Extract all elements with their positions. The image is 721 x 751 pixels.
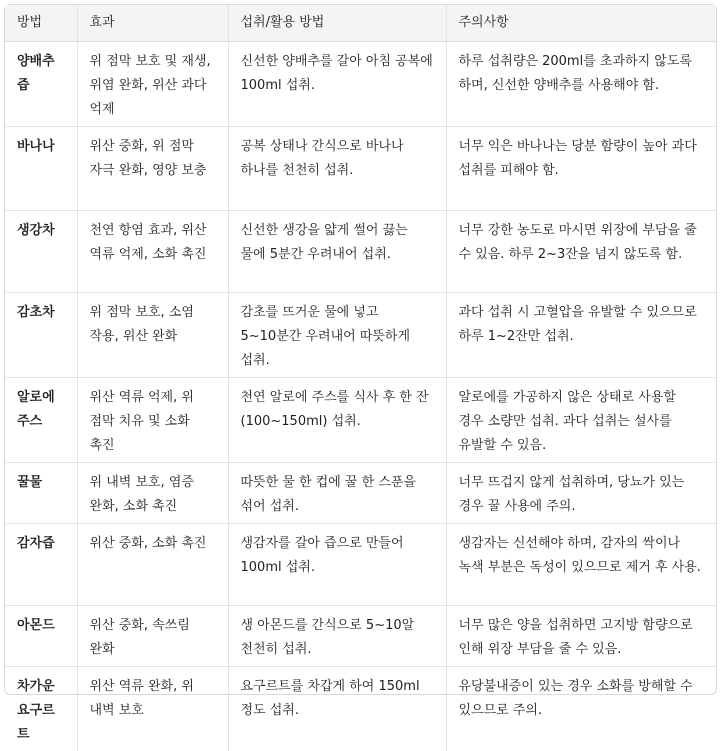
method-cell: 꿀물	[5, 463, 77, 524]
usage-cell: 신선한 양배추를 갈아 아침 공복에 100ml 섭취.	[228, 42, 446, 127]
usage-cell: 요구르트를 차갑게 하여 150ml 정도 섭취.	[228, 667, 446, 751]
table-row	[5, 463, 716, 524]
method-cell: 알로에 주스	[5, 378, 77, 463]
method-cell: 양배추즙	[5, 42, 77, 127]
table-row	[5, 606, 716, 667]
effect-cell: 위 점막 보호 및 재생, 위염 완화, 위산 과다 억제	[77, 42, 228, 127]
header-caution: 주의사항	[446, 5, 716, 42]
method-cell: 감자즙	[5, 524, 77, 606]
table-header-row	[5, 5, 716, 42]
caution-cell: 유당불내증이 있는 경우 소화를 방해할 수 있으므로 주의.	[446, 667, 716, 751]
usage-cell: 생 아몬드를 간식으로 5~10알 천천히 섭취.	[228, 606, 446, 667]
caution-cell: 너무 익은 바나나는 당분 함량이 높아 과다 섭취를 피해야 함.	[446, 127, 716, 211]
table-row	[5, 293, 716, 378]
method-cell: 차가운 요구르트	[5, 667, 77, 751]
caution-cell: 너무 많은 양을 섭취하면 고지방 함량으로 인해 위장 부담을 줄 수 있음.	[446, 606, 716, 667]
effect-cell: 위산 역류 억제, 위 점막 치유 및 소화 촉진	[77, 378, 228, 463]
header-method: 방법	[5, 5, 77, 42]
effect-cell: 위산 중화, 소화 촉진	[77, 524, 228, 606]
table-row	[5, 378, 716, 463]
effect-cell: 위산 역류 완화, 위 내벽 보호	[77, 667, 228, 751]
method-cell: 생강차	[5, 211, 77, 293]
remedy-table	[5, 5, 716, 751]
usage-cell: 따뜻한 물 한 컵에 꿀 한 스푼을 섞어 섭취.	[228, 463, 446, 524]
remedy-table-container	[4, 4, 717, 695]
table-row	[5, 524, 716, 606]
table-row	[5, 42, 716, 127]
caution-cell: 너무 강한 농도로 마시면 위장에 부담을 줄 수 있음. 하루 2~3잔을 넘지 않도록 함.	[446, 211, 716, 293]
usage-cell: 공복 상태나 간식으로 바나나 하나를 천천히 섭취.	[228, 127, 446, 211]
effect-cell: 위 내벽 보호, 염증 완화, 소화 촉진	[77, 463, 228, 524]
method-cell: 감초차	[5, 293, 77, 378]
method-cell: 바나나	[5, 127, 77, 211]
caution-cell: 과다 섭취 시 고혈압을 유발할 수 있으므로 하루 1~2잔만 섭취.	[446, 293, 716, 378]
usage-cell: 신선한 생강을 얇게 썰어 끓는 물에 5분간 우려내어 섭취.	[228, 211, 446, 293]
usage-cell: 생감자를 갈아 즙으로 만들어 100ml 섭취.	[228, 524, 446, 606]
usage-cell: 감초를 뜨거운 물에 넣고 5~10분간 우려내어 따뜻하게 섭취.	[228, 293, 446, 378]
usage-cell: 천연 알로에 주스를 식사 후 한 잔(100~150ml) 섭취.	[228, 378, 446, 463]
table-row	[5, 127, 716, 211]
caution-cell: 하루 섭취량은 200ml를 초과하지 않도록 하며, 신선한 양배추를 사용해야 함.	[446, 42, 716, 127]
caution-cell: 생감자는 신선해야 하며, 감자의 싹이나 녹색 부분은 독성이 있으므로 제거 후 사용.	[446, 524, 716, 606]
caution-cell: 알로에를 가공하지 않은 상태로 사용할 경우 소량만 섭취. 과다 섭취는 설사를 유발할 수 있음.	[446, 378, 716, 463]
effect-cell: 천연 항염 효과, 위산 역류 억제, 소화 촉진	[77, 211, 228, 293]
table-row	[5, 667, 716, 751]
header-effect: 효과	[77, 5, 228, 42]
effect-cell: 위 점막 보호, 소염 작용, 위산 완화	[77, 293, 228, 378]
method-cell: 아몬드	[5, 606, 77, 667]
header-usage: 섭취/활용 방법	[228, 5, 446, 42]
effect-cell: 위산 중화, 위 점막 자극 완화, 영양 보충	[77, 127, 228, 211]
caution-cell: 너무 뜨겁지 않게 섭취하며, 당뇨가 있는 경우 꿀 사용에 주의.	[446, 463, 716, 524]
effect-cell: 위산 중화, 속쓰림 완화	[77, 606, 228, 667]
table-row	[5, 211, 716, 293]
